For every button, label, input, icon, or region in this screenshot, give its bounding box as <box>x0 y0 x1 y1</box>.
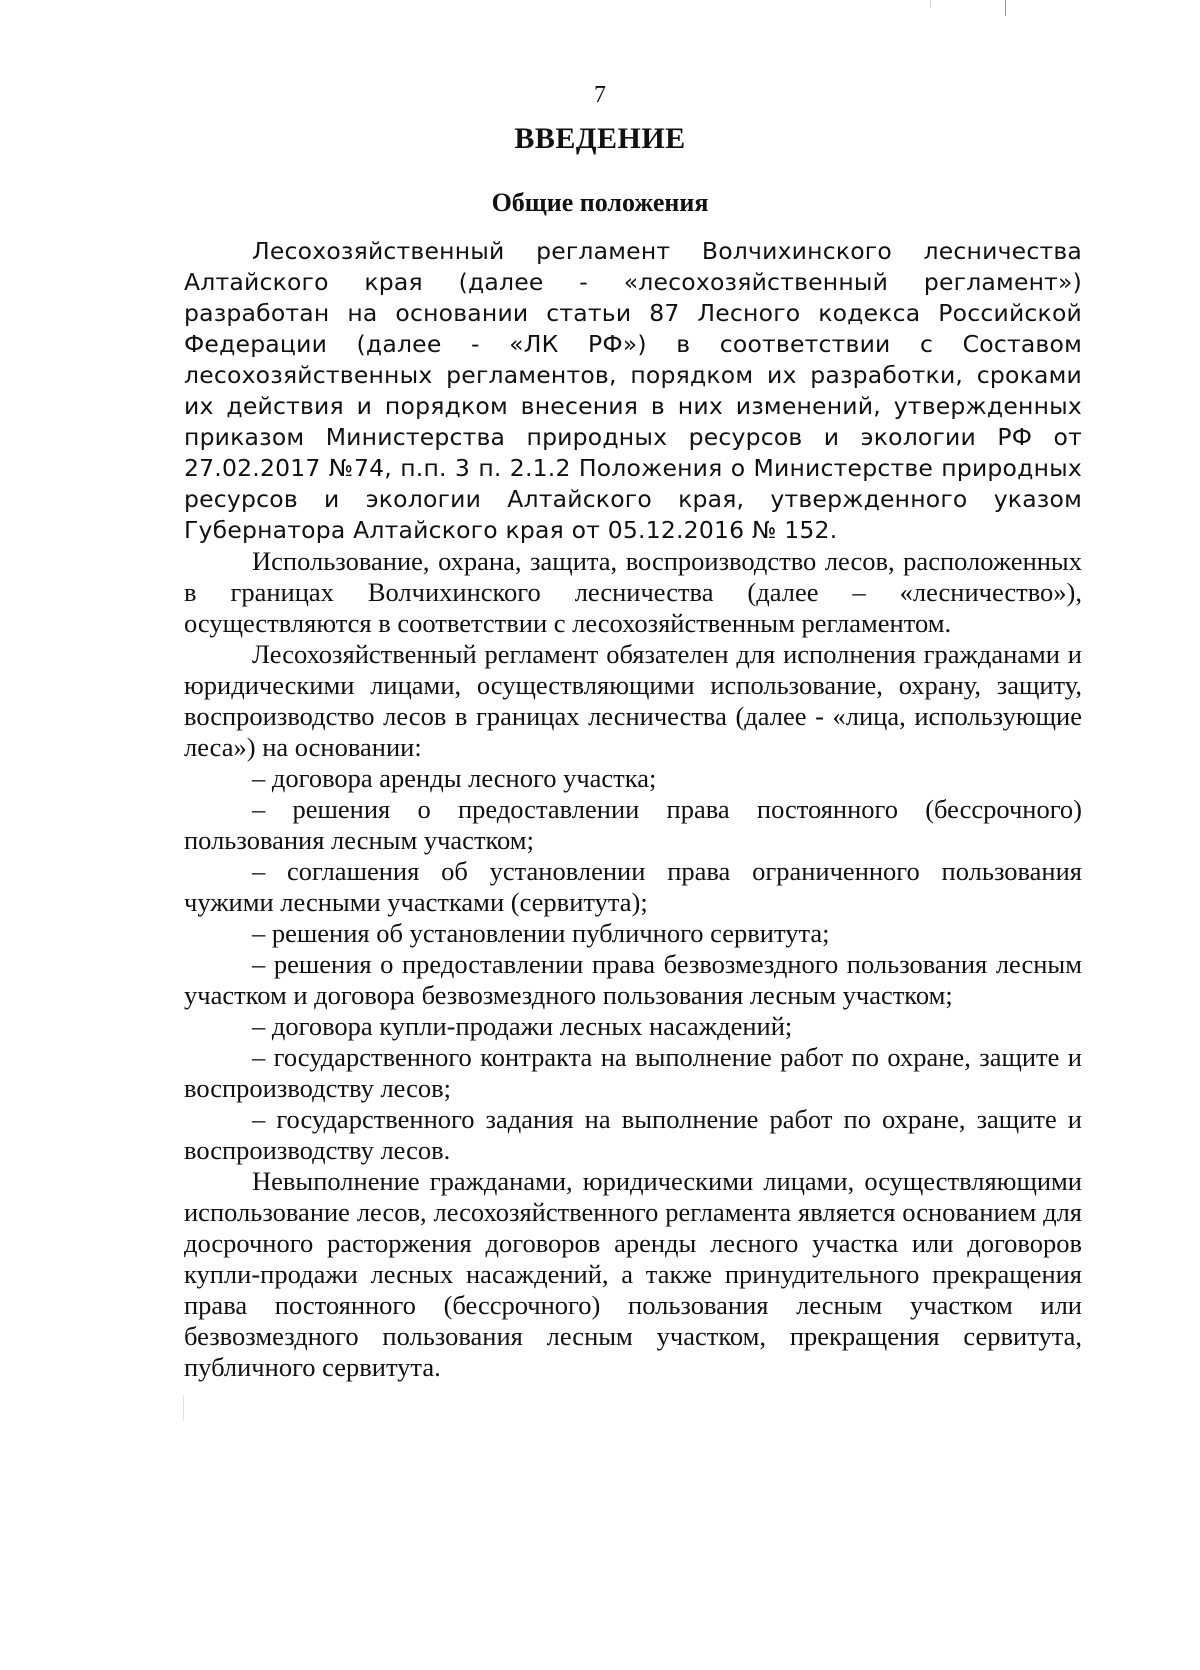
list-item: – договора аренды лесного участка; <box>252 763 657 793</box>
page-number: 7 <box>594 82 606 108</box>
scan-artifact <box>183 1395 184 1421</box>
scan-artifact <box>1005 0 1006 16</box>
document-body <box>184 236 1082 1383</box>
list-item: – решения о предоставлении права безвозмездного пользования лесным участком и договора безвозмездного пользования лесным участком; <box>184 949 1082 1010</box>
list-item: – решения об установлении публичного сервитута; <box>252 918 830 948</box>
scan-artifact <box>930 0 931 8</box>
paragraph-noncompliance: Невыполнение гражданами, юридическими лицами, осуществляющими использование лесов, лесохозяйственного регламента является основанием для досрочного расторжения договоров аренды лесного участка или договоров купли-продажи лесных насаждений, а также принудительного прекращения права постоянного (бессрочного) пользования лесным участком или безвозмездного пользования лесным участком, прекращения сервитута, публичного сервитута. <box>184 1166 1082 1382</box>
paragraph-intro: Лесохозяйственный регламент Волчихинского лесничества Алтайского края (далее - «лесохозяйственный регламент») разработан на основании статьи 87 Лесного кодекса Российской Федерации (далее - «ЛК РФ») в соответствии с Составом лесохозяйственных регламентов, порядком их разработки, сроками их действия и порядком внесения в них изменений, утвержденных приказом Министерства природных ресурсов и экологии РФ от 27.02.2017 №74, п.п. 3 п. 2.1.2 Положения о Министерстве природных ресурсов и экологии Алтайского края, утвержденного указом Губернатора Алтайского края от 05.12.2016 № 152. <box>184 237 1082 544</box>
list-item: – решения о предоставлении права постоянного (бессрочного) пользования лесным участком; <box>184 794 1082 855</box>
list-item: – государственного задания на выполнение работ по охране, защите и воспроизводству лесов. <box>184 1104 1082 1165</box>
paragraph-obligation: Лесохозяйственный регламент обязателен для исполнения гражданами и юридическими лицами, осуществляющими использование, охрану, защиту, воспроизводство лесов в границах лесничества (далее - «лица, использующие леса») на основании: <box>184 639 1082 762</box>
list-item: – государственного контракта на выполнение работ по охране, защите и воспроизводству лесов; <box>184 1042 1082 1103</box>
page-title: ВВЕДЕНИЕ <box>514 122 686 155</box>
section-title: Общие положения <box>491 188 709 217</box>
list-item: – соглашения об установлении права ограниченного пользования чужими лесными участками (сервитута); <box>184 856 1082 917</box>
list-item: – договора купли-продажи лесных насаждений; <box>252 1011 793 1041</box>
paragraph-usage: Использование, охрана, защита, воспроизводство лесов, расположенных в границах Волчихинского лесничества (далее – «лесничество»), осуществляются в соответствии с лесохозяйственным регламентом. <box>184 546 1082 638</box>
